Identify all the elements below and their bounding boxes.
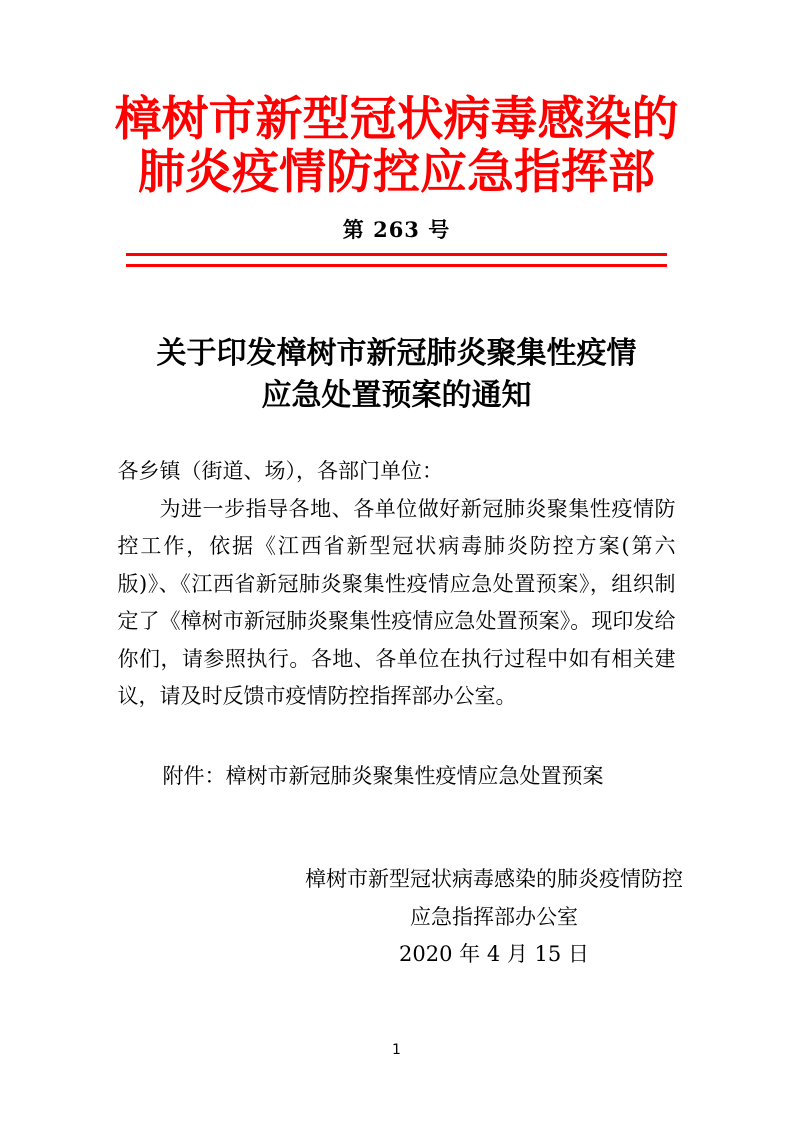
document-title-line1: 关于印发樟树市新冠肺炎聚集性疫情: [156, 336, 637, 371]
signature-date: 2020 年 4 月 15 日: [399, 942, 589, 966]
red-rule-bottom-line: [126, 264, 667, 267]
signature-org-line1: 樟树市新型冠状病毒感染的肺炎疫情防控: [305, 867, 683, 891]
salutation-line: 各乡镇（街道、场），各部门单位：: [117, 459, 443, 483]
body-paragraph: 为进一步指导各地、各单位做好新冠肺炎聚集性疫情防控工作，依据《江西省新型冠状病毒肺炎防控方案(第六版)》、《江西省新冠肺炎聚集性疫情应急处置预案》，组织制定了《樟树市新冠肺炎聚集性疫情应急处置预案》。现印发给你们，请参照执行。各地、各单位在执行过程中如有相关建议，请及时反馈市疫情防控指挥部办公室。: [117, 496, 676, 708]
red-rule-top-line: [126, 253, 667, 256]
red-header-title: [0, 93, 793, 199]
document-number: 第 263 号: [342, 217, 451, 242]
document-body: [118, 453, 676, 716]
red-header-line1: 樟树市新型冠状病毒感染的: [114, 92, 679, 147]
page-number: 1: [392, 1042, 401, 1058]
document-title-line2: 应急处置预案的通知: [261, 378, 532, 413]
document-title: [0, 333, 793, 417]
red-double-rule: [126, 253, 667, 267]
signature-block: [305, 861, 683, 974]
attachment-line: 附件：樟树市新冠肺炎聚集性疫情应急处置预案: [162, 763, 604, 788]
signature-org-line2: 应急指挥部办公室: [410, 904, 578, 929]
red-header-line2: 肺炎疫情防控应急指挥部: [138, 145, 655, 200]
